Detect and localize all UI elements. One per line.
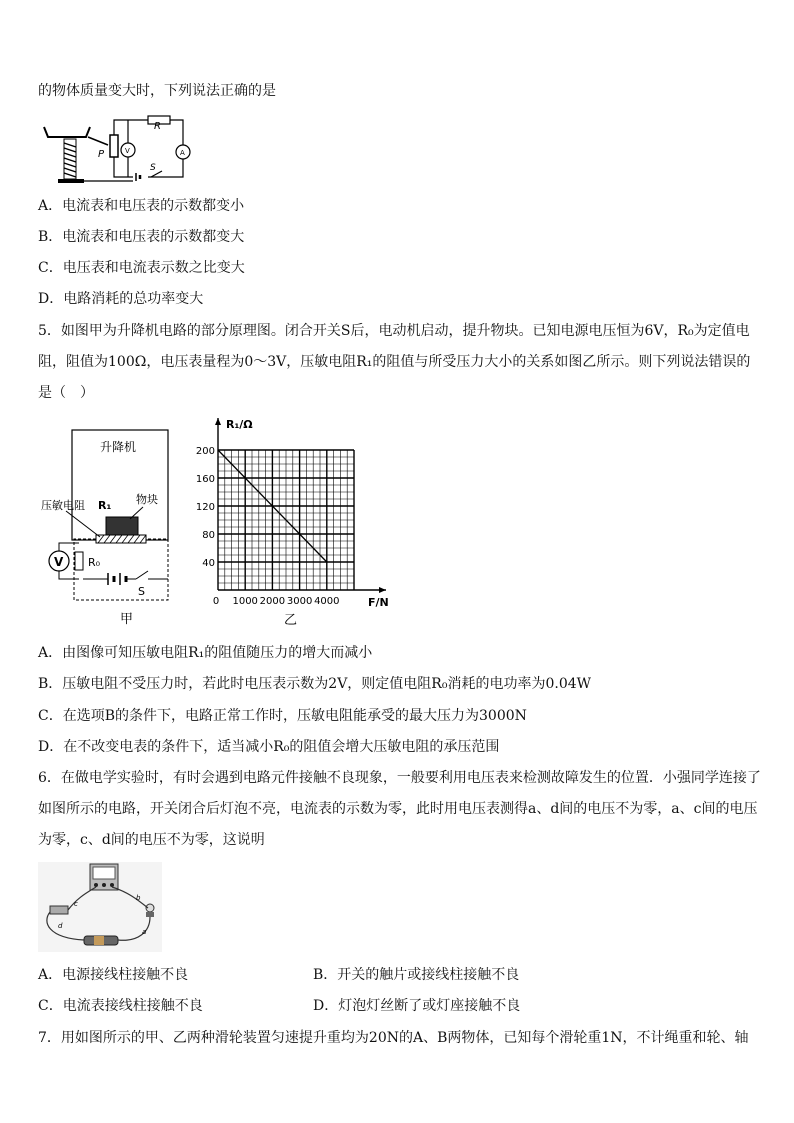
chart-y-tick-label: 120 (196, 502, 215, 513)
chart-y-tick-label: 160 (196, 474, 215, 485)
chart-y-tick-label: 80 (202, 530, 215, 541)
q5-stem-line3: 是（ ） (38, 385, 94, 401)
q6-stem-line1: 6．在做电学实验时，有时会遇到电路元件接触不良现象，一般要利用电压表来检测故障发生的位置．小强同学连接了 (38, 770, 761, 786)
q4-option-a[interactable]: A．电流表和电压表的示数都变小 (38, 198, 245, 214)
q5-stem-line1: 5．如图甲为升降机电路的部分原理图。闭合开关S后，电动机启动，提升物块。已知电源电压恒为6V，R₀为定值电 (38, 323, 750, 339)
chart-x-tick-label: 3000 (286, 596, 313, 607)
q5-option-a[interactable]: A．由图像可知压敏电阻R₁的阻值随压力的增大而减小 (38, 645, 373, 661)
q5-jia-box-label: 升降机 (100, 440, 137, 454)
q6-label-b: b (136, 894, 141, 902)
chart-caption: 乙 (284, 613, 298, 628)
q4-label-R: R (154, 121, 161, 132)
q4-option-c[interactable]: C．电压表和电流表示数之比变大 (38, 260, 245, 276)
q5-jia-sensor-label: 压敏电阻 (41, 499, 85, 512)
chart-x-tick-label: 4000 (314, 596, 340, 607)
q5-jia-r0-label: R₀ (88, 556, 101, 569)
q7-stem-line1: 7．用如图所示的甲、乙两种滑轮装置匀速提升重均为20N的A、B两物体，已知每个滑轮重1N，不计绳重和轮、轴 (38, 1030, 749, 1046)
chart-y-axis-label: R₁/Ω (226, 418, 253, 431)
q5-option-b[interactable]: B．压敏电阻不受压力时，若此时电压表示数为2V，则定值电阻R₀消耗的电功率为0.04W (38, 676, 592, 692)
q5-option-d[interactable]: D．在不改变电表的条件下，适当减小R₀的阻值会增大压敏电阻的承压范围 (38, 739, 500, 755)
q6-stem-line3: 为零，c、d间的电压不为零，这说明 (38, 832, 265, 848)
q6-option-a[interactable]: A．电源接线柱接触不良 (38, 967, 189, 983)
q5-jia-r1-label: R₁ (98, 499, 112, 512)
q4-label-A: A (180, 149, 185, 157)
chart-x-axis-label: F/N (368, 596, 389, 609)
chart-y-tick-label: 200 (196, 446, 215, 457)
q5-jia-caption: 甲 (120, 612, 134, 627)
q5-jia-block-label: 物块 (136, 493, 158, 506)
q4-label-P: P (98, 149, 105, 160)
q5-option-c[interactable]: C．在选项B的条件下，电路正常工作时，压敏电阻能承受的最大压力为3000N (38, 708, 527, 724)
q6-stem-line2: 如图所示的电路，开关闭合后灯泡不亮，电流表的示数为零，此时用电压表测得a、d间的电压不为零，a、c间的电压 (38, 801, 758, 817)
q4-stem: 的物体质量变大时，下列说法正确的是 (38, 83, 276, 99)
q6-option-b[interactable]: B．开关的触片或接线柱接触不良 (313, 967, 520, 983)
q5-stem-line2: 阻，阻值为100Ω，电压表量程为0～3V，压敏电阻R₁的阻值与所受压力大小的关系如图乙所示。则下列说法错误的 (38, 354, 751, 370)
q4-circuit-figure (38, 115, 198, 190)
q5-chart-yi (196, 410, 396, 630)
q5-jia-v-label: V (54, 555, 64, 569)
q4-option-d[interactable]: D．电路消耗的总功率变大 (38, 291, 204, 307)
chart-x-tick-label: 2000 (259, 596, 286, 607)
chart-y-tick-label: 40 (202, 558, 215, 569)
chart-x-arrow (379, 587, 386, 593)
chart-x-tick-label: 1000 (232, 596, 258, 607)
q6-option-d[interactable]: D．灯泡灯丝断了或灯座接触不良 (313, 998, 521, 1014)
q6-circuit-figure (38, 862, 162, 952)
q6-label-c: c (74, 900, 78, 908)
q4-label-V: V (125, 147, 130, 155)
q5-figure-jia (38, 425, 178, 630)
q5-jia-s-label: S (138, 585, 145, 598)
chart-x-tick-label: 0 (212, 596, 220, 607)
q6-label-d: d (58, 922, 63, 930)
q4-option-b[interactable]: B．电流表和电压表的示数都变大 (38, 229, 245, 245)
q4-label-S: S (150, 163, 156, 173)
q6-option-c[interactable]: C．电流表接线柱接触不良 (38, 998, 203, 1014)
q6-label-a: a (142, 928, 147, 936)
chart-y-arrow (215, 418, 221, 425)
